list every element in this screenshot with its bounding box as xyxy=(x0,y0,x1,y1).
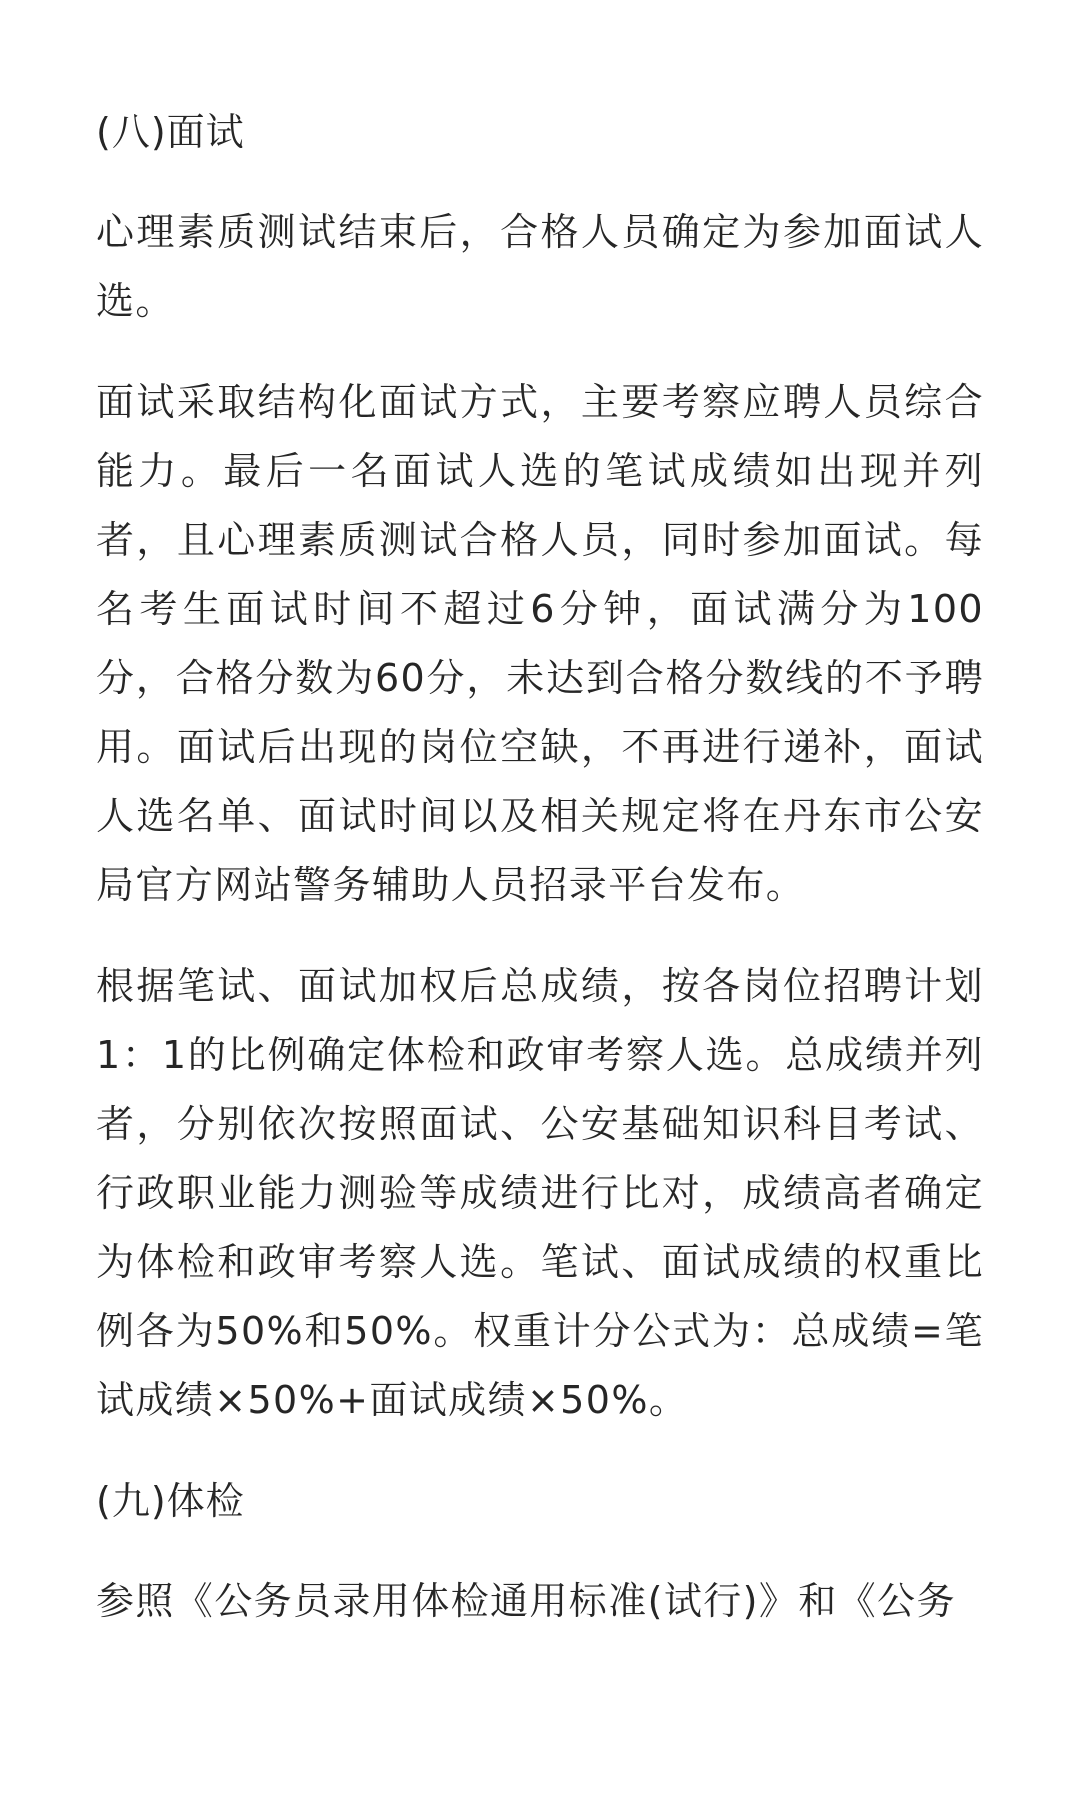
paragraph-interview-candidates: 心理素质测试结束后，合格人员确定为参加面试人选。 xyxy=(96,210,984,323)
paragraph-interview-method: 面试采取结构化面试方式，主要考察应聘人员综合能力。最后一名面试人选的笔试成绩如出现并列者，且心理素质测试合格人员，同时参加面试。每名考生面试时间不超过6分钟，面试满分为100分，合格分数为60分，未达到合格分数线的不予聘用。面试后出现的岗位空缺，不再进行递补，面试人选名单、面试时间以及相关规定将在丹东市公安局官方网站警务辅助人员招录平台发布。 xyxy=(96,380,984,907)
section-heading-physical-exam: (九)体检 xyxy=(96,1479,245,1523)
paragraph-physical-exam-standard: 参照《公务员录用体检通用标准(试行)》和《公务 xyxy=(96,1579,956,1623)
paragraph-total-score: 根据笔试、面试加权后总成绩，按各岗位招聘计划1：1的比例确定体检和政审考察人选。总成绩并列者，分别依次按照面试、公安基础知识科目考试、行政职业能力测验等成绩进行比对，成绩高者确定为体检和政审考察人选。笔试、面试成绩的权重比例各为50%和50%。权重计分公式为：总成绩=笔试成绩×50%+面试成绩×50%。 xyxy=(96,964,984,1422)
section-heading-interview: (八)面试 xyxy=(96,110,245,154)
